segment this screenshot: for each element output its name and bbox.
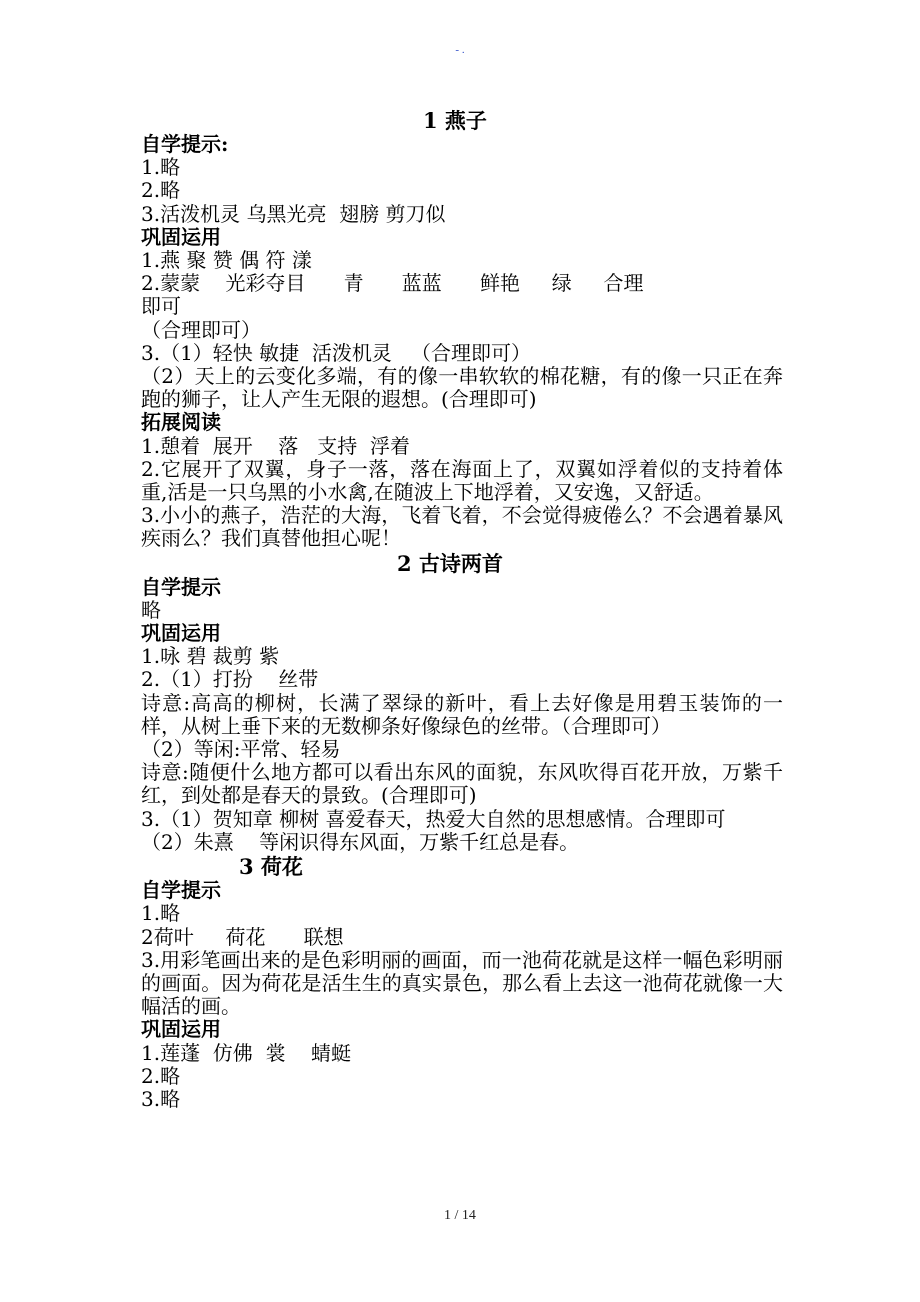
answer-line: 略	[141, 597, 161, 622]
document-body	[141, 108, 783, 1111]
answer-line: （2）朱熹 等闲识得东风面，万紫千红总是春。	[141, 829, 580, 854]
answer-line: 1.莲蓬 仿佛 裳 蜻蜓	[141, 1040, 351, 1065]
answer-line: 1.略	[141, 901, 181, 926]
answer-line: 3.（1）轻快 敏捷 活泼机灵 （合理即可）	[141, 340, 531, 365]
answer-line: 1.憩着 展开 落 支持 浮着	[141, 433, 411, 458]
answer-line: 2荷叶 荷花 联想	[141, 924, 344, 949]
answer-line: 2.蒙蒙 光彩夺目 青 蓝蓝 鲜艳 绿 合理	[141, 271, 644, 296]
section-heading: 拓展阅读	[141, 410, 221, 435]
section-title: 3 荷花	[239, 854, 303, 880]
section-heading: 巩固运用	[141, 224, 221, 249]
answer-line: （合理即可）	[141, 317, 261, 342]
section-heading: 自学提示	[141, 574, 221, 599]
answer-paragraph: 2.它展开了双翼，身子一落，落在海面上了，双翼如浮着似的支持着体重,活是一只乌黑的小水禽,在随波上下地浮着，又安逸，又舒适。	[141, 456, 783, 505]
section-title: 2 古诗两首	[397, 550, 503, 576]
answer-line: 1.略	[141, 155, 181, 180]
answer-line: （2）等闲:平常、轻易	[141, 737, 341, 762]
answer-line: 2.（1）打扮 丝带	[141, 667, 319, 692]
answer-paragraph: （2）天上的云变化多端，有的像一串软软的棉花糖，有的像一只正在奔跑的狮子，让人产生无限的遐想。(合理即可)	[141, 364, 783, 412]
answer-paragraph: 诗意:随便什么地方都可以看出东风的面貌，东风吹得百花开放，万紫千红，到处都是春天的景致。(合理即可)	[141, 760, 783, 808]
section-heading: 自学提示	[141, 878, 221, 903]
answer-line: 2.略	[141, 1063, 181, 1088]
page-number: 1 / 14	[444, 1208, 476, 1223]
answer-paragraph: 诗意:高高的柳树，长满了翠绿的新叶，看上去好像是用碧玉装饰的一样，从树上垂下来的无数柳条好像绿色的丝带。（合理即可）	[141, 690, 783, 738]
answer-line: 3.活泼机灵 乌黑光亮 翅膀 剪刀似	[141, 201, 446, 226]
answer-line: 1.咏 碧 裁剪 紫	[141, 644, 280, 669]
answer-line: 1.燕 聚 赞 偶 符 漾	[141, 248, 312, 273]
section-heading: 自学提示:	[141, 132, 229, 156]
answer-line: 即可	[141, 294, 181, 319]
answer-line: 3.略	[141, 1086, 181, 1111]
page-header-mark: - .	[455, 44, 465, 56]
answer-paragraph: 3.用彩笔画出来的是色彩明丽的画面，而一池荷花就是这样一幅色彩明丽的画面。因为荷花是活生生的真实景色，那么看上去这一池荷花就像一大幅活的画。	[141, 947, 783, 1019]
answer-paragraph: 3.（1）贺知章 柳树 喜爱春天，热爱大自然的思想感情。合理即可	[141, 806, 726, 831]
answer-line: 2.略	[141, 178, 181, 203]
section-heading: 巩固运用	[141, 621, 221, 646]
section-title: 1 燕子	[423, 108, 487, 133]
answer-paragraph: 3.小小的燕子，浩茫的大海，飞着飞着，不会觉得疲倦么？不会遇着暴风疾雨么？我们真替他担心呢！	[141, 503, 783, 551]
section-heading: 巩固运用	[141, 1017, 221, 1042]
